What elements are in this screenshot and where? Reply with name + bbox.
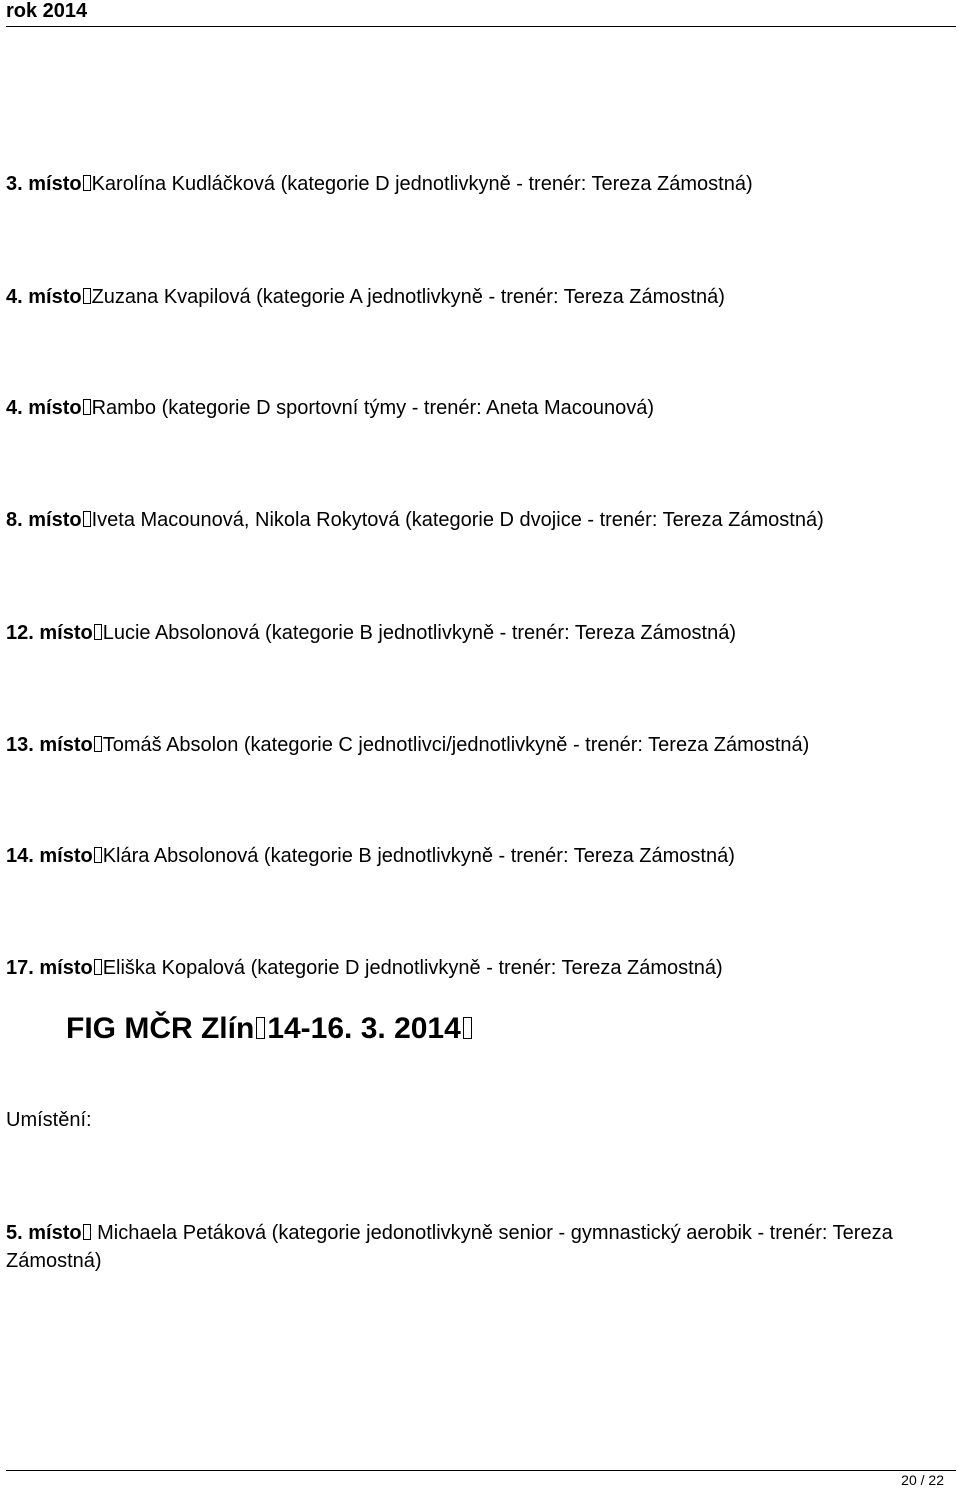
missing-glyph-icon (94, 847, 102, 863)
result-text: Klára Absolonová (kategorie B jednotlivkyně - trenér: Tereza Zámostná) (102, 845, 735, 867)
placement-label: Umístění: (6, 1109, 92, 1131)
result-place: 14. místo (6, 845, 93, 867)
result-place: 5. místo (6, 1222, 82, 1244)
missing-glyph-icon (463, 1017, 472, 1039)
section-heading (66, 1011, 474, 1047)
result-text: Lucie Absolonová (kategorie B jednotlivkyně - trenér: Tereza Zámostná) (102, 622, 737, 644)
result-entry (6, 283, 725, 311)
result-entry (6, 731, 809, 759)
missing-glyph-icon (256, 1017, 265, 1039)
result-text: Iveta Macounová, Nikola Rokytová (kategorie D dvojice - trenér: Tereza Zámostná) (91, 509, 824, 531)
missing-glyph-icon (83, 288, 91, 304)
result-place: 17. místo (6, 957, 93, 979)
result-text: Tomáš Absolon (kategorie C jednotlivci/jednotlivkyně - trenér: Tereza Zámostná) (102, 734, 810, 756)
page-number: 20 / 22 (901, 1472, 944, 1488)
result-place: 8. místo (6, 509, 82, 531)
missing-glyph-icon (83, 399, 91, 415)
result-entry (6, 1219, 936, 1275)
result-entry (6, 619, 736, 647)
missing-glyph-icon (94, 624, 102, 640)
result-place: 12. místo (6, 622, 93, 644)
result-entry (6, 170, 753, 198)
result-text: Karolína Kudláčková (kategorie D jednotlivkyně - trenér: Tereza Zámostná) (91, 173, 753, 195)
missing-glyph-icon (83, 175, 91, 191)
result-text: Eliška Kopalová (kategorie D jednotlivkyně - trenér: Tereza Zámostná) (102, 957, 723, 979)
result-place: 4. místo (6, 397, 82, 419)
missing-glyph-icon (94, 736, 102, 752)
result-place: 3. místo (6, 173, 82, 195)
missing-glyph-icon (83, 511, 91, 527)
result-place: 4. místo (6, 286, 82, 308)
missing-glyph-icon (83, 1224, 91, 1240)
section-heading-date: 14-16. 3. 2014 (267, 1012, 461, 1045)
section-heading-event: FIG MČR Zlín (66, 1012, 255, 1045)
page-header (6, 0, 956, 27)
result-text: Rambo (kategorie D sportovní týmy - trenér: Aneta Macounová) (91, 397, 655, 419)
result-text: Zuzana Kvapilová (kategorie A jednotlivkyně - trenér: Tereza Zámostná) (91, 286, 725, 308)
result-entry (6, 506, 824, 534)
result-entry (6, 842, 735, 870)
footer-divider (6, 1470, 956, 1471)
header-title: rok 2014 (6, 0, 88, 22)
result-place: 13. místo (6, 734, 93, 756)
result-entry (6, 394, 654, 422)
missing-glyph-icon (94, 959, 102, 975)
result-entry (6, 954, 723, 982)
result-text: Michaela Petáková (kategorie jedonotlivkyně senior - gymnastický aerobik - trenér: Tereza Zámostná) (6, 1222, 893, 1272)
